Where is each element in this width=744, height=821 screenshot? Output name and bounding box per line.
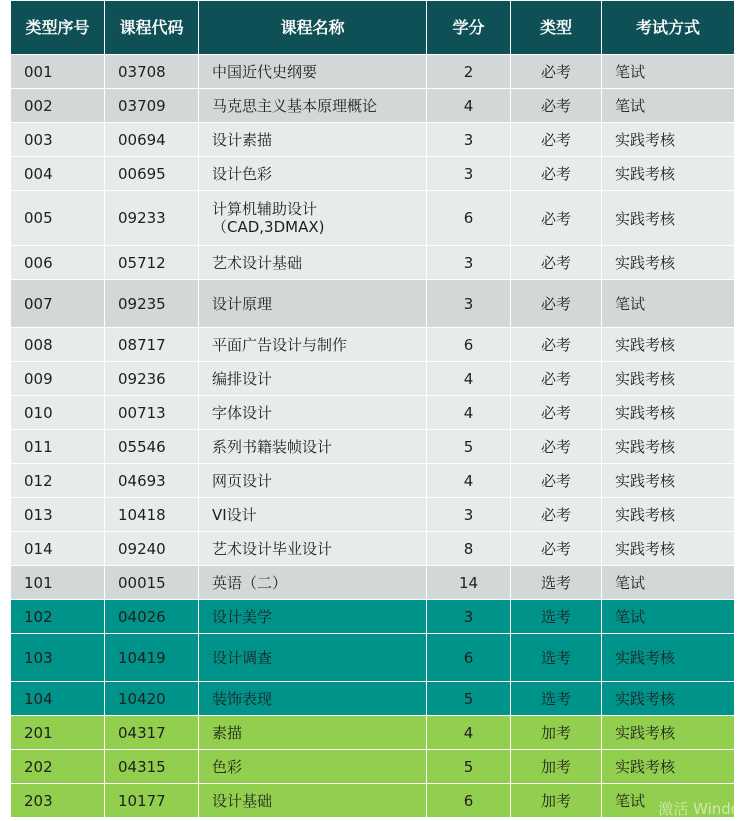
cell-name: 平面广告设计与制作 xyxy=(199,328,427,362)
cell-type: 必考 xyxy=(511,191,602,246)
cell-credit: 3 xyxy=(427,280,511,328)
cell-type: 必考 xyxy=(511,532,602,566)
cell-exam: 笔试 xyxy=(602,600,735,634)
cell-type: 必考 xyxy=(511,328,602,362)
cell-type: 必考 xyxy=(511,246,602,280)
table-row xyxy=(11,498,735,532)
cell-code: 00694 xyxy=(105,123,199,157)
cell-code: 09236 xyxy=(105,362,199,396)
cell-credit: 3 xyxy=(427,123,511,157)
cell-code: 10418 xyxy=(105,498,199,532)
cell-code: 10177 xyxy=(105,784,199,818)
table-row xyxy=(11,750,735,784)
cell-exam: 实践考核 xyxy=(602,682,735,716)
cell-code: 04026 xyxy=(105,600,199,634)
cell-code: 09233 xyxy=(105,191,199,246)
table-row xyxy=(11,123,735,157)
cell-name: 马克思主义基本原理概论 xyxy=(199,89,427,123)
cell-type: 必考 xyxy=(511,362,602,396)
cell-name: 设计美学 xyxy=(199,600,427,634)
cell-type: 必考 xyxy=(511,498,602,532)
cell-seq: 011 xyxy=(11,430,105,464)
cell-type: 必考 xyxy=(511,55,602,89)
table-row xyxy=(11,55,735,89)
cell-code: 05712 xyxy=(105,246,199,280)
cell-exam: 笔试 xyxy=(602,280,735,328)
header-name: 课程名称 xyxy=(199,1,427,55)
cell-seq: 004 xyxy=(11,157,105,191)
cell-seq: 014 xyxy=(11,532,105,566)
cell-name: 网页设计 xyxy=(199,464,427,498)
cell-name: 设计调查 xyxy=(199,634,427,682)
table-row xyxy=(11,157,735,191)
header-row xyxy=(11,1,735,55)
cell-seq: 203 xyxy=(11,784,105,818)
cell-code: 10420 xyxy=(105,682,199,716)
table-row xyxy=(11,430,735,464)
cell-seq: 102 xyxy=(11,600,105,634)
table-row xyxy=(11,682,735,716)
cell-credit: 8 xyxy=(427,532,511,566)
cell-seq: 104 xyxy=(11,682,105,716)
cell-seq: 009 xyxy=(11,362,105,396)
header-code: 课程代码 xyxy=(105,1,199,55)
cell-name: VI设计 xyxy=(199,498,427,532)
cell-name: 设计色彩 xyxy=(199,157,427,191)
cell-credit: 14 xyxy=(427,566,511,600)
cell-code: 00695 xyxy=(105,157,199,191)
table-row xyxy=(11,600,735,634)
cell-credit: 3 xyxy=(427,498,511,532)
cell-credit: 4 xyxy=(427,89,511,123)
cell-seq: 005 xyxy=(11,191,105,246)
cell-exam: 实践考核 xyxy=(602,362,735,396)
cell-name: 中国近代史纲要 xyxy=(199,55,427,89)
header-type: 类型 xyxy=(511,1,602,55)
cell-code: 03709 xyxy=(105,89,199,123)
cell-code: 08717 xyxy=(105,328,199,362)
header-seq: 类型序号 xyxy=(11,1,105,55)
cell-seq: 007 xyxy=(11,280,105,328)
cell-name: 设计原理 xyxy=(199,280,427,328)
cell-exam: 实践考核 xyxy=(602,246,735,280)
cell-seq: 013 xyxy=(11,498,105,532)
cell-credit: 4 xyxy=(427,396,511,430)
cell-credit: 3 xyxy=(427,157,511,191)
cell-seq: 010 xyxy=(11,396,105,430)
header-credit: 学分 xyxy=(427,1,511,55)
cell-credit: 5 xyxy=(427,682,511,716)
table-row xyxy=(11,566,735,600)
cell-seq: 103 xyxy=(11,634,105,682)
cell-credit: 4 xyxy=(427,716,511,750)
cell-seq: 006 xyxy=(11,246,105,280)
cell-exam: 笔试 xyxy=(602,89,735,123)
cell-name: 英语（二） xyxy=(199,566,427,600)
windows-activation-watermark: 激活 Windo xyxy=(658,800,740,818)
cell-credit: 6 xyxy=(427,784,511,818)
cell-credit: 6 xyxy=(427,328,511,362)
table-row xyxy=(11,532,735,566)
cell-type: 必考 xyxy=(511,464,602,498)
table-row xyxy=(11,246,735,280)
cell-code: 10419 xyxy=(105,634,199,682)
cell-code: 00713 xyxy=(105,396,199,430)
cell-credit: 4 xyxy=(427,362,511,396)
table-row xyxy=(11,362,735,396)
cell-type: 必考 xyxy=(511,396,602,430)
cell-exam: 实践考核 xyxy=(602,716,735,750)
cell-credit: 5 xyxy=(427,430,511,464)
table-row xyxy=(11,191,735,246)
cell-exam: 实践考核 xyxy=(602,157,735,191)
cell-exam: 笔试 xyxy=(602,566,735,600)
table-row xyxy=(11,634,735,682)
cell-type: 选考 xyxy=(511,634,602,682)
cell-type: 加考 xyxy=(511,750,602,784)
header-exam: 考试方式 xyxy=(602,1,735,55)
cell-exam: 实践考核 xyxy=(602,328,735,362)
cell-exam: 实践考核 xyxy=(602,464,735,498)
cell-exam: 笔试 xyxy=(602,55,735,89)
cell-seq: 008 xyxy=(11,328,105,362)
cell-seq: 101 xyxy=(11,566,105,600)
cell-exam: 实践考核 xyxy=(602,750,735,784)
cell-code: 04693 xyxy=(105,464,199,498)
cell-type: 选考 xyxy=(511,566,602,600)
cell-credit: 3 xyxy=(427,246,511,280)
cell-exam: 实践考核 xyxy=(602,532,735,566)
cell-code: 09235 xyxy=(105,280,199,328)
cell-exam: 实践考核 xyxy=(602,191,735,246)
cell-name: 素描 xyxy=(199,716,427,750)
cell-name: 色彩 xyxy=(199,750,427,784)
cell-type: 必考 xyxy=(511,430,602,464)
course-table xyxy=(10,0,735,818)
cell-credit: 5 xyxy=(427,750,511,784)
cell-name: 计算机辅助设计 （CAD,3DMAX) xyxy=(199,191,427,246)
cell-exam: 实践考核 xyxy=(602,123,735,157)
table-row xyxy=(11,716,735,750)
cell-type: 选考 xyxy=(511,600,602,634)
cell-code: 00015 xyxy=(105,566,199,600)
cell-name: 设计素描 xyxy=(199,123,427,157)
cell-type: 必考 xyxy=(511,123,602,157)
table-row xyxy=(11,396,735,430)
cell-type: 必考 xyxy=(511,280,602,328)
cell-name: 系列书籍装帧设计 xyxy=(199,430,427,464)
cell-credit: 6 xyxy=(427,191,511,246)
cell-seq: 202 xyxy=(11,750,105,784)
table-body xyxy=(11,55,735,818)
cell-type: 选考 xyxy=(511,682,602,716)
cell-credit: 4 xyxy=(427,464,511,498)
cell-exam: 笔试 xyxy=(602,784,735,818)
cell-type: 加考 xyxy=(511,784,602,818)
cell-code: 09240 xyxy=(105,532,199,566)
cell-code: 04315 xyxy=(105,750,199,784)
cell-seq: 001 xyxy=(11,55,105,89)
cell-seq: 201 xyxy=(11,716,105,750)
cell-exam: 实践考核 xyxy=(602,430,735,464)
cell-name: 装饰表现 xyxy=(199,682,427,716)
cell-code: 04317 xyxy=(105,716,199,750)
cell-type: 加考 xyxy=(511,716,602,750)
cell-seq: 003 xyxy=(11,123,105,157)
cell-type: 必考 xyxy=(511,89,602,123)
cell-seq: 002 xyxy=(11,89,105,123)
cell-code: 05546 xyxy=(105,430,199,464)
cell-name: 艺术设计基础 xyxy=(199,246,427,280)
cell-credit: 6 xyxy=(427,634,511,682)
cell-credit: 2 xyxy=(427,55,511,89)
table-row xyxy=(11,280,735,328)
table-row xyxy=(11,464,735,498)
cell-exam: 实践考核 xyxy=(602,396,735,430)
table-row xyxy=(11,784,735,818)
cell-exam: 实践考核 xyxy=(602,498,735,532)
cell-credit: 3 xyxy=(427,600,511,634)
cell-name: 编排设计 xyxy=(199,362,427,396)
cell-code: 03708 xyxy=(105,55,199,89)
cell-name: 艺术设计毕业设计 xyxy=(199,532,427,566)
cell-exam: 实践考核 xyxy=(602,634,735,682)
table-row xyxy=(11,89,735,123)
cell-name: 设计基础 xyxy=(199,784,427,818)
table-row xyxy=(11,328,735,362)
cell-type: 必考 xyxy=(511,157,602,191)
cell-seq: 012 xyxy=(11,464,105,498)
cell-name: 字体设计 xyxy=(199,396,427,430)
